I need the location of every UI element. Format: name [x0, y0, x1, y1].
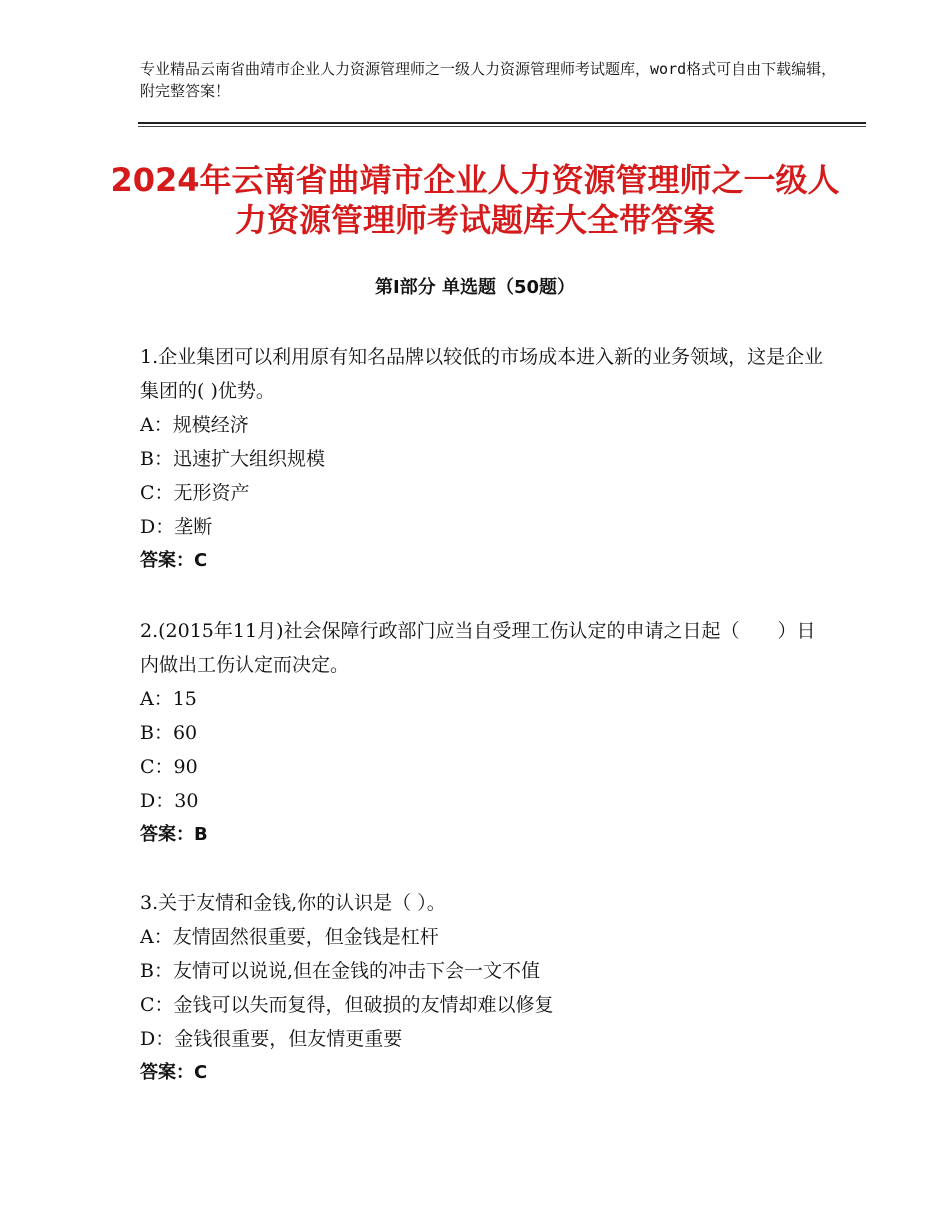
option-b: B：迅速扩大组织规模 [140, 448, 325, 470]
header-note: 专业精品云南省曲靖市企业人力资源管理师之一级人力资源管理师考试题库，word格式可自由下载编辑，附完整答案！ [140, 60, 837, 100]
option-c: C：90 [140, 756, 198, 778]
document-title: 2024年云南省曲靖市企业人力资源管理师之一级人力资源管理师考试题库大全带答案 [110, 161, 840, 239]
option-d: D：30 [140, 790, 199, 812]
answer-label: 答案：C [140, 1062, 208, 1083]
option-b: B：60 [140, 722, 198, 744]
question-1 [140, 340, 830, 578]
question-stem: 3.关于友情和金钱,你的认识是（ ）。 [140, 892, 446, 914]
option-d: D：金钱很重要，但友情更重要 [140, 1028, 403, 1050]
question-stem: 2.(2015年11月)社会保障行政部门应当自受理工伤认定的申请之日起（ ）日内做出工伤认定而决定。 [140, 620, 816, 676]
header-divider-thin [138, 126, 866, 127]
answer-label: 答案：B [140, 824, 208, 845]
section-heading: 第Ⅰ部分 单选题（50题） [374, 277, 575, 298]
question-2 [140, 614, 830, 852]
option-b: B：友情可以说说,但在金钱的冲击下会一文不值 [140, 960, 541, 982]
option-d: D：垄断 [140, 516, 213, 538]
option-c: C：无形资产 [140, 482, 250, 504]
option-a: A：15 [140, 688, 197, 710]
question-stem: 1.企业集团可以利用原有知名品牌以较低的市场成本进入新的业务领域，这是企业集团的( )优势。 [140, 346, 824, 402]
option-a: A：规模经济 [140, 414, 249, 436]
option-c: C：金钱可以失而复得，但破损的友情却难以修复 [140, 994, 554, 1016]
answer-label: 答案：C [140, 550, 208, 571]
question-3 [140, 886, 830, 1090]
option-a: A：友情固然很重要，但金钱是杠杆 [140, 926, 439, 948]
header-divider [138, 122, 866, 124]
